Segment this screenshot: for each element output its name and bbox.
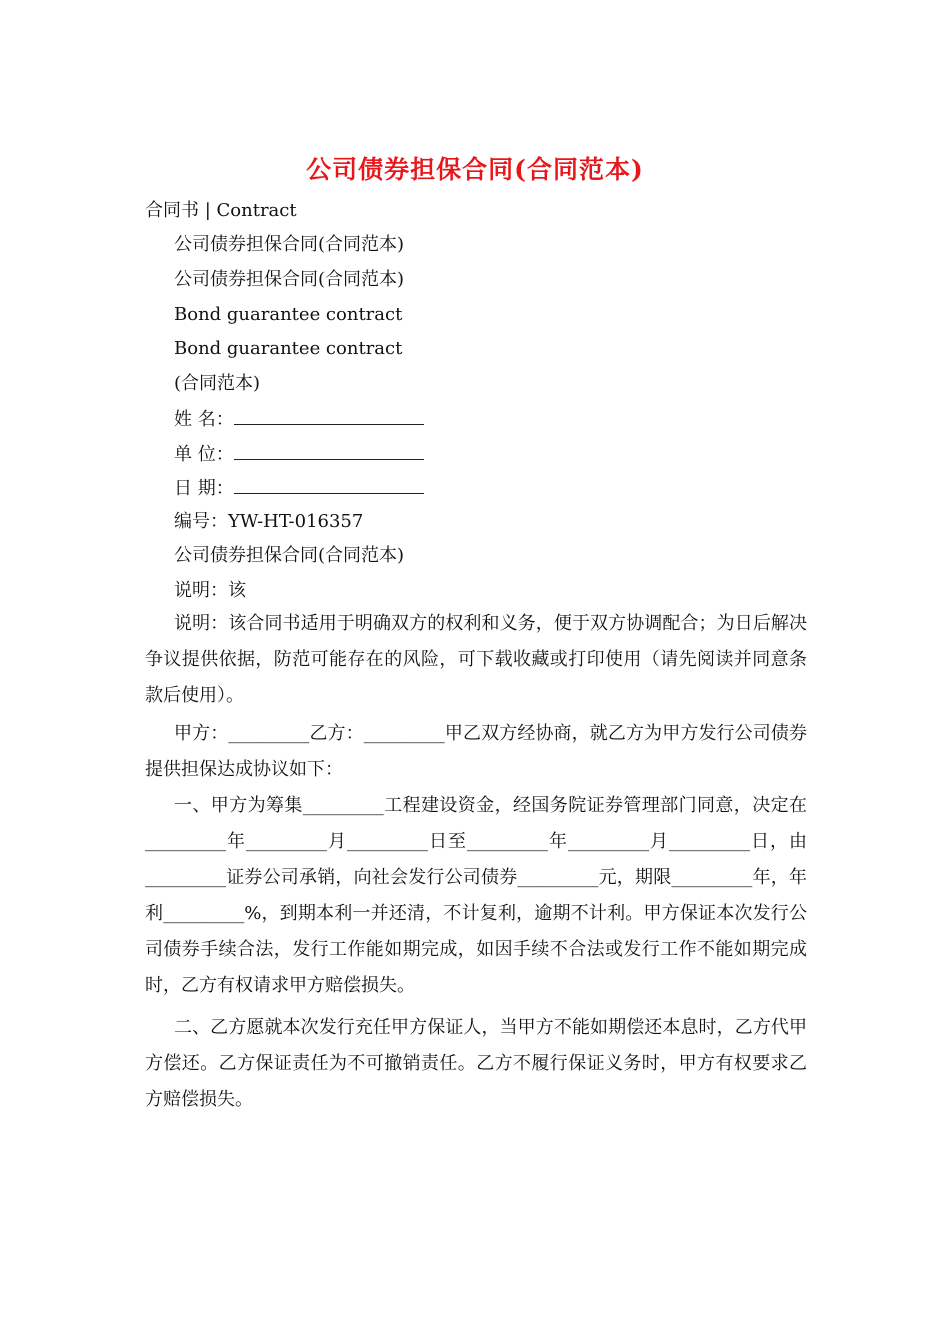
unit-label: 单 位：	[174, 444, 234, 465]
unit-field-row	[174, 441, 424, 467]
date-blank[interactable]	[234, 475, 424, 494]
header-line: 合同书 | Contract	[145, 200, 297, 221]
contract-number: 编号：YW-HT-016357	[174, 511, 364, 532]
cover-subtitle: (合同范本)	[174, 373, 261, 394]
cover-title-2: 公司债券担保合同(合同范本)	[174, 269, 405, 290]
cover-title-3: 公司债券担保合同(合同范本)	[174, 545, 405, 566]
cover-title-1: 公司债券担保合同(合同范本)	[174, 234, 405, 255]
paragraph-clause-1: 一、甲方为筹集_________工程建设资金，经国务院证券管理部门同意，决定在_________年_________月_________日至_________年_________月_________日，由_________证券公司承销，向社会发行公司债券_________元，期限_________年，年利_________%，到期本利一并还清，不计复利，逾期不计利。甲方保证本次发行公司债券手续合法，发行工作能如期完成，如因手续不合法或发行工作不能如期完成时，乙方有权请求甲方赔偿损失。	[145, 795, 807, 996]
name-field-row	[174, 406, 424, 432]
note-short: 说明：该	[174, 580, 246, 601]
document-title: 公司债券担保合同(合同范本)	[306, 155, 644, 184]
date-label: 日 期：	[174, 478, 234, 499]
paragraph-clause-2: 二、乙方愿就本次发行充任甲方保证人，当甲方不能如期偿还本息时，乙方代甲方偿还。乙方保证责任为不可撤销责任。乙方不履行保证义务时，甲方有权要求乙方赔偿损失。	[145, 1017, 807, 1110]
paragraph-intro: 说明：该合同书适用于明确双方的权利和义务，便于双方协调配合；为日后解决争议提供依据，防范可能存在的风险，可下载收藏或打印使用（请先阅读并同意条款后使用）。	[145, 613, 807, 706]
unit-blank[interactable]	[234, 441, 424, 460]
date-field-row	[174, 475, 424, 501]
cover-english-2: Bond guarantee contract	[174, 338, 403, 359]
cover-english-1: Bond guarantee contract	[174, 304, 403, 325]
paragraph-parties: 甲方：_________乙方：_________甲乙双方经协商，就乙方为甲方发行公司债券提供担保达成协议如下：	[145, 723, 807, 780]
name-label: 姓 名：	[174, 409, 234, 430]
name-blank[interactable]	[234, 406, 424, 425]
